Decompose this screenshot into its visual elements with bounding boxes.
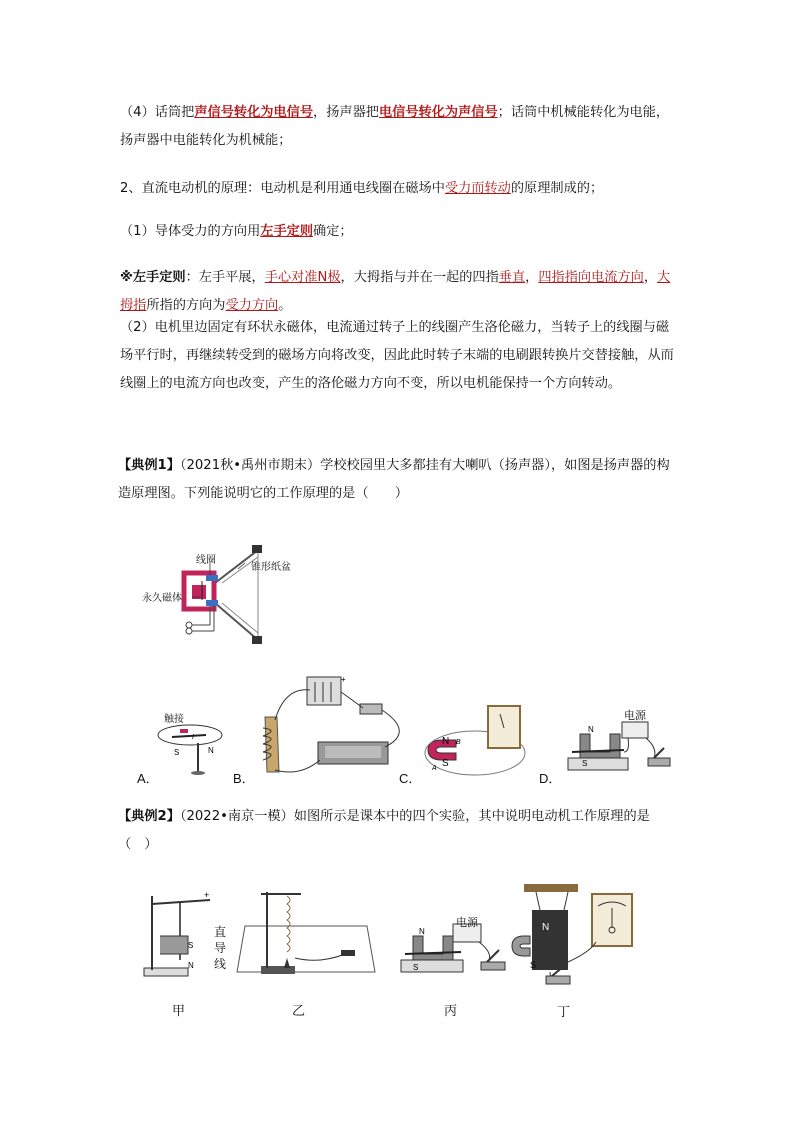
svg-text:I: I <box>192 734 194 741</box>
svg-text:B: B <box>456 739 461 746</box>
svg-text:S: S <box>530 960 537 970</box>
svg-text:N: N <box>442 736 450 747</box>
figure-ding-generator <box>510 882 635 992</box>
svg-text:+: + <box>204 890 210 900</box>
label-straight-wire: 直导线 <box>214 925 227 971</box>
answer-left-hand-rule: 左手定则 <box>260 224 314 239</box>
answer-electric-to-sound: 电信号转化为声信号 <box>378 105 498 120</box>
option-c-galvanometer <box>420 698 530 778</box>
svg-text:N: N <box>208 746 214 755</box>
svg-text:A: A <box>432 765 437 772</box>
option-d-power-label: 电源 <box>624 709 646 722</box>
option-b-electromagnet <box>255 672 415 780</box>
svg-text:N: N <box>188 961 194 970</box>
paragraph-microphone: （4）话筒把声信号转化为电信号，扬声器把电信号转化为声信号；话筒中机械能转化为电能，扬声器中电能转化为机械能； <box>120 105 670 148</box>
caption-yi: 乙 <box>292 1004 306 1019</box>
label-power: 电源 <box>456 916 478 929</box>
svg-text:N: N <box>588 725 594 734</box>
paragraph-motor-principle: 2、直流电动机的原理：电动机是利用通电线圈在磁场中受力而转动的原理制成的； <box>120 181 604 196</box>
svg-text:S: S <box>442 758 449 769</box>
svg-text:S: S <box>413 963 419 972</box>
example-2: 【典例2】（2022•南京一模）如图所示是课本中的四个实验，其中说明电动机工作原理的是（ ） <box>118 809 650 852</box>
svg-text:N: N <box>542 922 550 933</box>
answer-force-rotate: 受力而转动 <box>444 181 511 196</box>
option-c[interactable]: C． <box>399 771 422 786</box>
paragraph-motor-detail: （2）电机里边固定有环状永磁体，电流通过转子上的线圈产生洛伦磁力，当转子上的线圈与磁场平行时，再继续转受到的磁场方向将改变，因此此时转子末端的电刷跟转换片交替接触，从而线圈上的电流方向也改变，产生的洛伦磁力方向不变，所以电机能保持一个方向转动。 <box>120 320 674 391</box>
caption-bing: 丙 <box>444 1004 458 1019</box>
option-a[interactable]: A． <box>137 771 159 786</box>
paragraph-force-direction: （1）导体受力的方向用左手定则确定； <box>120 224 353 239</box>
svg-text:S: S <box>188 941 194 950</box>
svg-text:S: S <box>174 748 180 757</box>
svg-text:+: + <box>341 675 346 684</box>
label-cone: 锥形纸盆 <box>251 562 291 573</box>
answer-sound-to-electric: 声信号转化为电信号 <box>194 105 314 120</box>
figure-yi-spring-stand <box>235 886 380 982</box>
option-d[interactable]: D． <box>539 771 562 786</box>
option-a-compass-wire <box>150 705 230 780</box>
option-b[interactable]: B． <box>233 771 255 786</box>
option-a-label: 触接 <box>164 714 184 725</box>
caption-jia: 甲 <box>172 1004 186 1019</box>
svg-text:N: N <box>419 927 425 936</box>
svg-text:S: S <box>582 759 588 768</box>
label-coil: 线圈 <box>196 555 216 566</box>
label-magnet: 永久磁体 <box>142 593 182 604</box>
speaker-diagram <box>170 545 320 650</box>
option-d-motor-principle <box>560 712 680 780</box>
paragraph-left-hand-rule: ※左手定则：左手平展，手心对准N极，大拇指与并在一起的四指垂直，四指指向电流方向，大拇指所指的方向为受力方向。 <box>120 270 671 313</box>
caption-ding: 丁 <box>557 1005 571 1020</box>
example-1: 【典例1】（2021秋•禹州市期末）学校校园里大多都挂有大喇叭（扬声器），如图是扬声器的构造原理图。下列能说明它的工作原理的是（ ） <box>118 458 670 501</box>
